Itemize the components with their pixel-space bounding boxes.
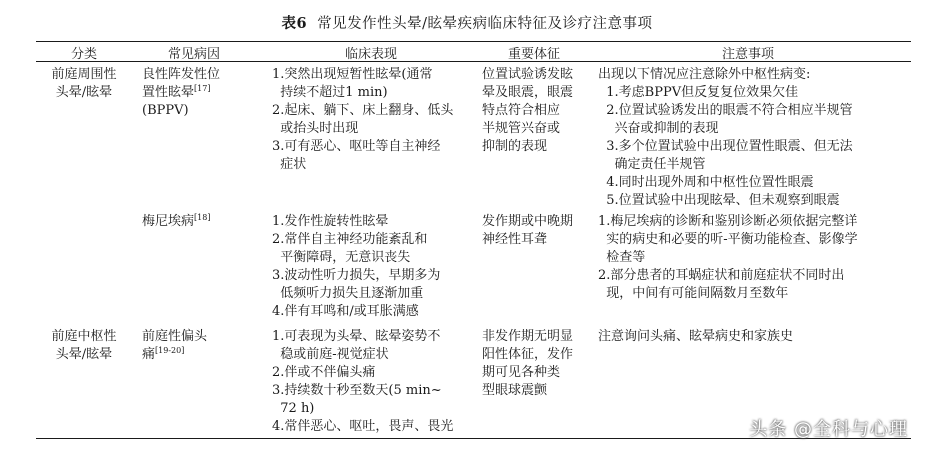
watermark: 头条 @全科与心理 (749, 419, 908, 440)
table-title-text: 常见发作性头晕/眩晕疾病临床特征及诊疗注意事项 (317, 16, 653, 32)
col-header-symptoms: 临床表现 (344, 47, 397, 62)
row2-symptoms: 1.发作性旋转性眩晕 2.常伴自主神经功能紊乱和 平衡障碍，无意识丧失 3.波动性听力损失，早期多为 低频听力损失且逐渐加重 4.伴有耳鸣和/或耳胀满感 (272, 214, 441, 319)
row1-category: 前庭周围性 头晕/眩晕 (51, 67, 117, 100)
table-title (0, 12, 934, 33)
row2-signs: 发作期或中晚期 神经性耳聋 (482, 214, 574, 247)
row2-notes: 1.梅尼埃病的诊断和鉴别诊断必须依据完整详 实的病史和必要的听-平衡功能检查、影像学 检查等 2.部分患者的耳蜗症状和前庭症状不同时出 现，中间有可能间隔数月至数年 (598, 214, 858, 301)
col-header-signs: 重要体征 (507, 47, 560, 62)
row3-symptoms: 1.可表现为头晕、眩晕姿势不 稳或前庭-视觉症状 2.伴或不伴偏头痛 3.持续数十秒至数天(5 min~ 72 h) 4.常伴恶心、呕吐，畏声、畏光 (272, 329, 454, 434)
row1-signs: 位置试验诱发眩 晕及眼震，眼震 特点符合相应 半规管兴奋或 抑制的表现 (482, 67, 574, 154)
row1-notes: 出现以下情况应注意除外中枢性病变: 1.考虑BPPV但反复复位效果欠佳 2.位置试验诱发出的眼震不符合相应半规管 兴奋或抑制的表现 3.多个位置试验中出现位置性眼震、但无法 确定责任半规管 4.同时出现外周和中枢性位置性眼震 5.位置试验中出现眩晕、但未观察到眼震 (598, 67, 853, 208)
row1-symptoms: 1.突然出现短暂性眩晕(通常 持续不超过1 min) 2.起床、躺下、床上翻身、低头 或抬头时出现 3.可有恶心、呕吐等自主神经 症状 (272, 67, 454, 172)
row2-cause: 梅尼埃病[18] (142, 213, 211, 229)
col-header-category: 分类 (70, 47, 97, 62)
row1-cause: 良性阵发性位 置性眩晕[17] (BPPV) (142, 67, 221, 118)
row3-cause: 前庭性偏头 痛[19-20] (142, 329, 208, 362)
table-number: 表6 (281, 15, 308, 32)
col-header-notes: 注意事项 (721, 47, 774, 62)
col-header-cause: 常见病因 (167, 47, 220, 62)
row3-signs: 非发作期无明显 阳性体征，发作 期可见各种类 型眼球震颤 (482, 329, 574, 398)
row3-category: 前庭中枢性 头晕/眩晕 (51, 329, 117, 362)
row3-notes: 注意询问头痛、眩晕病史和家族史 (598, 329, 794, 344)
